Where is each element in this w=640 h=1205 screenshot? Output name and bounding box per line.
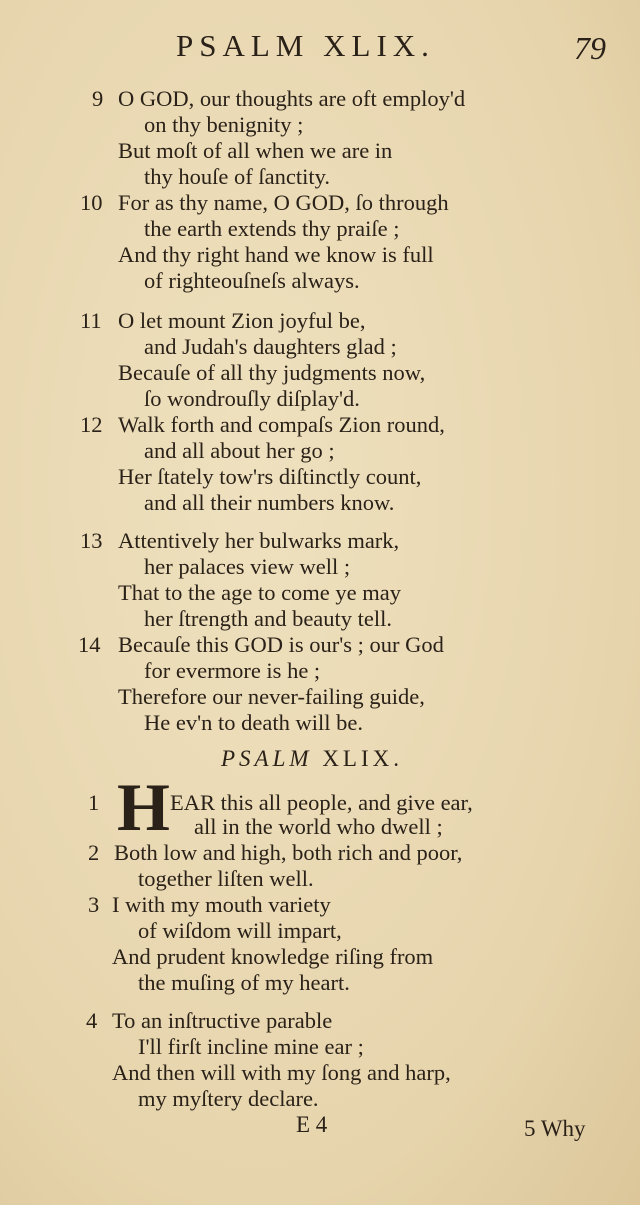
verse-line: Becauſe of all thy judgments now, xyxy=(118,360,426,385)
verse-line: of righteouſneſs always. xyxy=(144,268,360,293)
verse-line: her palaces view well ; xyxy=(144,554,351,579)
verse-number: 14 xyxy=(78,632,101,657)
verse-line: Attentively her bulwarks mark, xyxy=(118,528,400,553)
verse-line: And prudent knowledge riſing from xyxy=(112,944,434,969)
verse-line: But moſt of all when we are in xyxy=(118,138,393,163)
verse-line: O let mount Zion joyful be, xyxy=(118,308,366,333)
verse-line: Walk forth and compaſs Zion round, xyxy=(118,412,445,437)
verse-number: 10 xyxy=(80,190,103,215)
verse-line: the earth extends thy praiſe ; xyxy=(144,216,400,241)
verse-line: and all about her go ; xyxy=(144,438,335,463)
verse-line: my myſtery declare. xyxy=(138,1086,319,1111)
verse-line: and all their numbers know. xyxy=(144,490,395,515)
verse-number: 3 xyxy=(88,892,100,917)
page-number: 79 xyxy=(574,30,606,66)
verse-line: And then will with my ſong and harp, xyxy=(112,1060,451,1085)
page-header xyxy=(0,28,640,72)
verse-line: of wiſdom will impart, xyxy=(138,918,342,943)
verse-line: and Judah's daughters glad ; xyxy=(144,334,397,359)
verse-number: 1 xyxy=(88,790,100,815)
verse-line: He ev'n to death will be. xyxy=(144,710,363,735)
psalm-heading-numeral: XLIX. xyxy=(322,746,403,771)
verse-line: That to the age to come ye may xyxy=(118,580,402,605)
verse-line: And thy right hand we know is full xyxy=(118,242,434,267)
verse-number: 13 xyxy=(80,528,103,553)
drop-cap: H xyxy=(117,769,170,845)
verse-line: on thy benignity ; xyxy=(144,112,304,137)
verse-line: the muſing of my heart. xyxy=(138,970,350,995)
verse-number: 12 xyxy=(80,412,103,437)
verse-number: 9 xyxy=(92,86,104,111)
catchword: 5 Why xyxy=(524,1116,586,1141)
verse-line: Her ſtately tow'rs diſtinctly count, xyxy=(118,464,422,489)
verse-line: To an inſtructive parable xyxy=(112,1008,333,1033)
signature-mark: E 4 xyxy=(296,1112,328,1137)
psalm-heading xyxy=(221,746,403,772)
psalm-heading-word: PSALM xyxy=(221,746,313,771)
verse-line: her ſtrength and beauty tell. xyxy=(144,606,393,631)
verse-line: I'll firſt incline mine ear ; xyxy=(138,1034,364,1059)
verse-line: For as thy name, O GOD, ſo through xyxy=(118,190,449,215)
verse-line: EAR this all people, and give ear, xyxy=(170,790,473,815)
verse-line: thy houſe of ſanctity. xyxy=(144,164,330,189)
verse-line: Becauſe this GOD is our's ; our God xyxy=(118,632,444,657)
verse-line: together liſten well. xyxy=(138,866,314,891)
verse-line: O GOD, our thoughts are oft employ'd xyxy=(118,86,466,111)
running-title: PSALM XLIX. xyxy=(176,28,435,63)
verse-line: all in the world who dwell ; xyxy=(194,814,443,839)
verse-line: Both low and high, both rich and poor, xyxy=(114,840,463,865)
verse-number: 11 xyxy=(80,308,102,333)
verse-line: for evermore is he ; xyxy=(144,658,321,683)
verse-number: 2 xyxy=(88,840,100,865)
verse-line: Therefore our never-failing guide, xyxy=(118,684,425,709)
verse-line: I with my mouth variety xyxy=(112,892,331,917)
verse-number: 4 xyxy=(86,1008,98,1033)
verse-line: ſo wondrouſly diſplay'd. xyxy=(144,386,360,411)
